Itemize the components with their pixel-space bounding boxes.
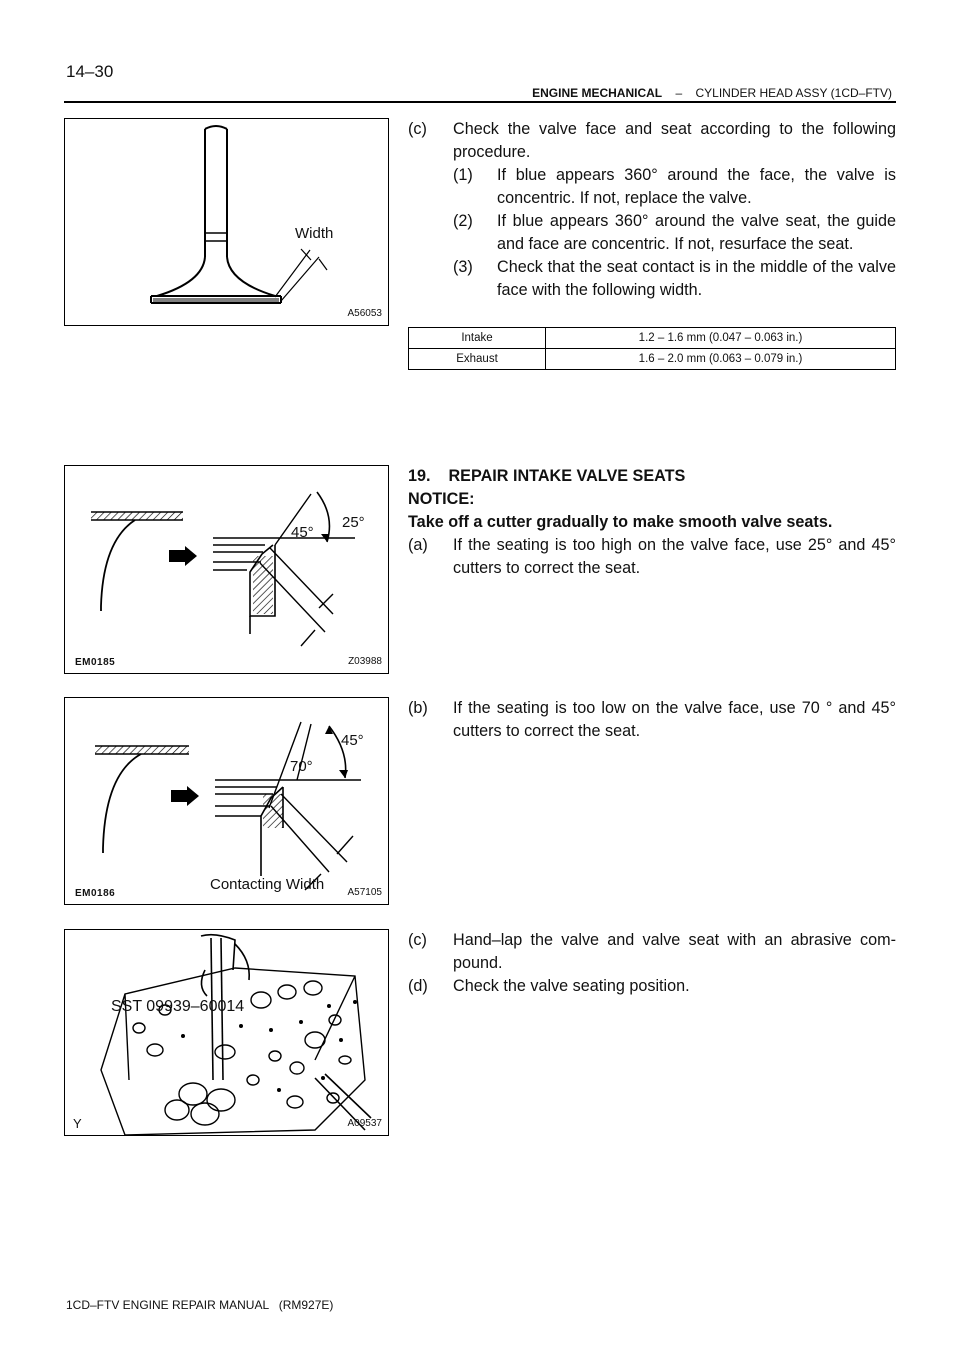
step-marker: (3) [453,258,473,276]
item-text: If the seating is too high on the valve face, use 25° and 45° cutters to correct the seat. [453,536,896,577]
item-marker: (d) [408,977,428,995]
figure-code: A56053 [347,308,382,319]
table-cell-name: Intake [409,328,546,349]
item-text: Check the valve face and seat according to the following procedure. [453,120,896,161]
table-cell-name: Exhaust [409,349,546,370]
table-cell-value: 1.2 – 1.6 mm (0.047 – 0.063 in.) [546,328,896,349]
figure-hand-lap [64,929,389,1136]
figure-code: Z03988 [348,656,382,667]
item-marker: (b) [408,699,428,717]
table-row [409,349,896,370]
subsection-title: CYLINDER HEAD ASSY (1CD–FTV) [695,86,892,100]
figure-cutters-70-45 [64,697,389,905]
figure-code: A57105 [347,887,382,898]
header-separator: – [675,86,683,100]
width-label: Width [295,225,334,242]
section-repair-valve-seats [408,465,896,580]
item-marker: (c) [408,120,427,138]
item-text: If the seating is too low on the valve face, use 70 ° and 45° cutters to correct the seat. [453,699,896,740]
section-heading: 19. REPAIR INTAKE VALVE SEATS [408,467,686,485]
seat-width-table [408,327,896,370]
item-marker: (a) [408,536,428,554]
page-number: 14–30 [66,62,114,81]
section-title: ENGINE MECHANICAL [532,86,663,100]
seat-cutter-illustration-b [65,698,389,905]
running-header [0,86,892,100]
figure-cutters-25-45 [64,465,389,674]
angle-label-45: 45° [341,732,364,749]
cylinder-head-illustration [65,930,389,1136]
contacting-width-label: Contacting Width [210,876,325,893]
item-cd-block [408,929,896,998]
item-text: Hand–lap the valve and valve seat with an abrasive com- pound. [453,931,896,972]
item-b-block [408,697,896,743]
notice-label: NOTICE: [408,490,475,508]
seat-cutter-illustration-a [65,466,389,674]
item-text: Check the valve seating position. [453,977,690,995]
angle-label-45: 45° [291,524,314,541]
angle-label-25: 25° [342,514,365,531]
procedure-check-valve-face [408,118,896,302]
item-marker: (c) [408,931,427,949]
corner-mark: Y [73,1116,82,1131]
valve-illustration [65,119,389,326]
manual-footer: 1CD–FTV ENGINE REPAIR MANUAL (RM927E) [66,1298,334,1312]
figure-ref: EM0185 [75,657,116,668]
figure-valve-face-width [64,118,389,326]
step-marker: (1) [453,166,473,184]
step-text: If blue appears 360° around the face, the valve is concentric. If not, replace the valve. [497,166,896,207]
figure-code: A09537 [347,1118,382,1129]
table-cell-value: 1.6 – 2.0 mm (0.063 – 0.079 in.) [546,349,896,370]
sst-label: SST 09939–60014 [111,998,245,1015]
header-rule [64,101,896,103]
angle-label-70: 70° [290,758,313,775]
figure-ref: EM0186 [75,888,116,899]
notice-text: Take off a cutter gradually to make smooth valve seats. [408,513,833,531]
step-marker: (2) [453,212,473,230]
table-row [409,328,896,349]
step-text: Check that the seat contact is in the middle of the valve face with the following width. [497,258,896,299]
step-text: If blue appears 360° around the valve seat, the guide and face are concentric. If not, resurface the seat. [497,212,896,253]
